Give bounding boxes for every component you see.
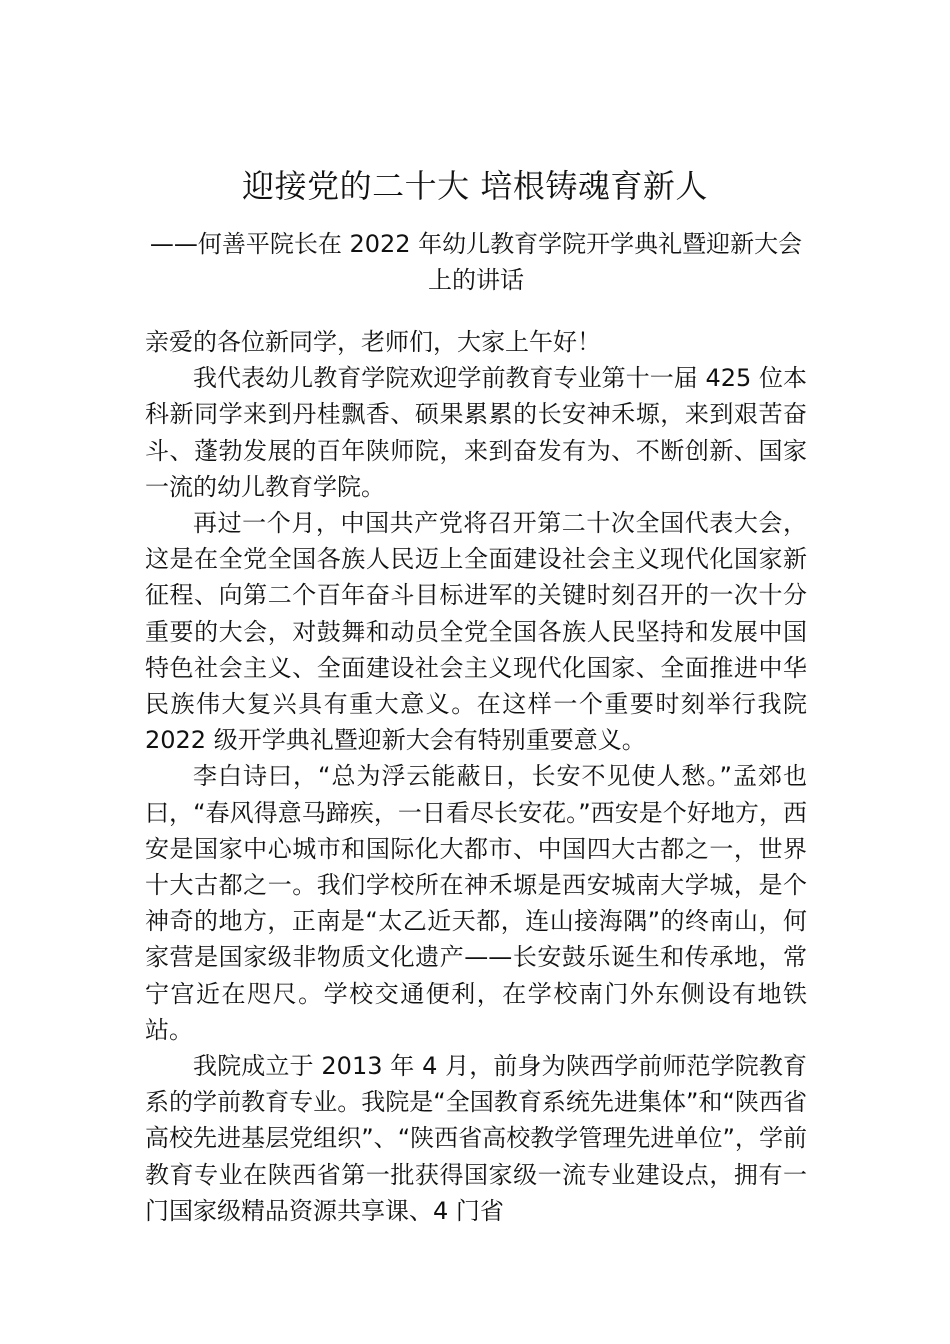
body-paragraph: 李白诗曰，“总为浮云能蔽日，长安不见使人愁。”孟郊也曰，“春风得意马蹄疾，一日看尽长安花。”西安是个好地方，西安是国家中心城市和国际化大都市、中国四大古都之一，世界十大古都之一。我们学校所在神禾塬是西安城南大学城，是个神奇的地方，正南是“太乙近天都，连山接海隅”的终南山，何家营是国家级非物质文化遗产——长安鼓乐诞生和传承地，常宁宫近在咫尺。学校交通便利，在学校南门外东侧设有地铁站。 bbox=[145, 762, 807, 1044]
document-body bbox=[145, 324, 807, 1229]
body-paragraph: 我院成立于 2013 年 4 月，前身为陕西学前师范学院教育系的学前教育专业。我院是“全国教育系统先进集体”和“陕西省高校先进基层党组织”、“陕西省高校教学管理先进单位”，学前教育专业在陕西省第一批获得国家级一流专业建设点，拥有一门国家级精品资源共享课、4 门省 bbox=[145, 1052, 807, 1225]
document-subtitle: ——何善平院长在 2022 年幼儿教育学院开学典礼暨迎新大会上的讲话 bbox=[149, 230, 803, 294]
body-paragraph: 再过一个月，中国共产党将召开第二十次全国代表大会，这是在全党全国各族人民迈上全面建设社会主义现代化国家新征程、向第二个百年奋斗目标进军的关键时刻召开的一次十分重要的大会，对鼓舞和动员全党全国各族人民坚持和发展中国特色社会主义、全面建设社会主义现代化国家、全面推进中华民族伟大复兴具有重大意义。在这样一个重要时刻举行我院 2022 级开学典礼暨迎新大会有特别重要意义。 bbox=[145, 509, 807, 755]
body-paragraph: 我代表幼儿教育学院欢迎学前教育专业第十一届 425 位本科新同学来到丹桂飘香、硕果累累的长安神禾塬，来到艰苦奋斗、蓬勃发展的百年陕师院，来到奋发有为、不断创新、国家一流的幼儿教育学院。 bbox=[145, 364, 807, 501]
document-title: 迎接党的二十大 培根铸魂育新人 bbox=[242, 167, 708, 205]
greeting-line: 亲爱的各位新同学，老师们，大家上午好！ bbox=[145, 328, 601, 356]
